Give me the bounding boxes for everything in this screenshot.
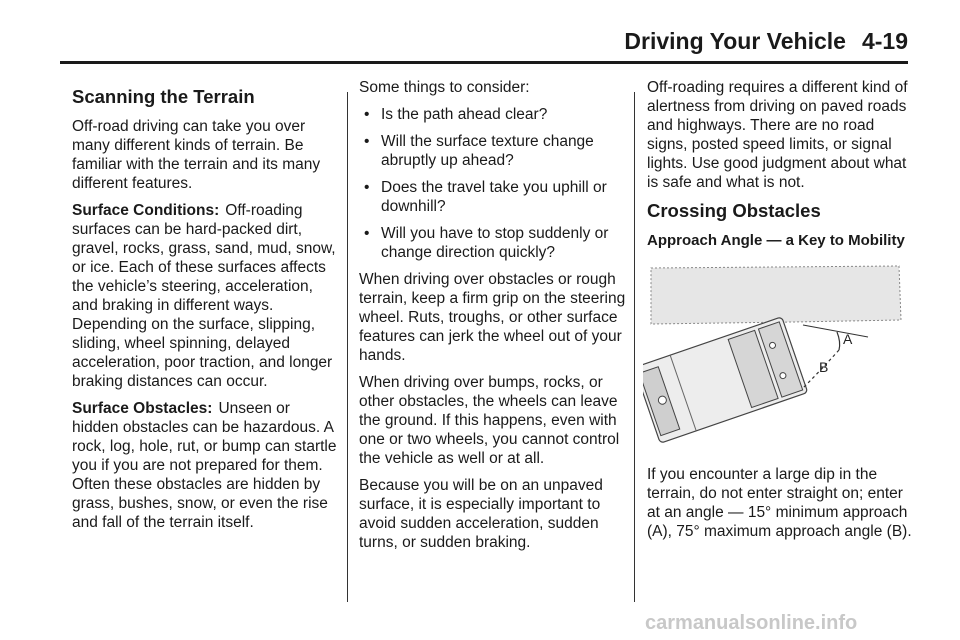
vehicle-top-view [643, 317, 808, 443]
wheels-leave-ground-paragraph: When driving over bumps, rocks, or other obstacles, the wheels can leave the ground. If this happens, even with one or two wheels, you cannot control the vehicle as well or at all. [359, 374, 620, 467]
surface-conditions-text: Off-roading surfaces can be hard-packed dirt, gravel, rocks, grass, sand, mud, snow, or ice. Each of these surfaces affects the vehicle’s steering, acceleration, and braking in different ways. Depending on the surface, slipping, sliding, wheel spinning, delayed acceleration, poor traction, and longer braking distances can occur. [72, 202, 336, 390]
alertness-paragraph: Off-roading requires a different kind of alertness from driving on paved roads and highways. There are no road signs, posted speed limits, or signal lights. Use good judgment about what is safe and what is not. [647, 79, 908, 191]
column-1 [72, 78, 340, 540]
large-dip-paragraph: If you encounter a large dip in the terrain, do not enter straight on; enter at an angle — 15° minimum approach (A), 75° maximum approach angle (B). [647, 466, 912, 540]
angle-a-label: A [843, 331, 853, 347]
approach-angle-subheading: Approach Angle — a Key to Mobility [647, 232, 905, 249]
column-2 [359, 78, 627, 560]
crossing-obstacles-heading: Crossing Obstacles [647, 200, 821, 221]
column-divider-1 [347, 92, 348, 602]
approach-angle-illustration [643, 262, 905, 452]
list-item: • Will the surface texture change abruptly up ahead? [359, 132, 627, 170]
section-title: Driving Your Vehicle [624, 28, 846, 54]
watermark: carmanualsonline.info [645, 612, 858, 634]
surface-conditions-paragraph [72, 201, 340, 391]
list-item: • Is the path ahead clear? [359, 105, 627, 124]
surface-obstacles-text: Unseen or hidden obstacles can be hazardous. A rock, log, hole, rut, or bump can startle you if you are not prepared for them. Often these obstacles are hidden by grass, bushes, snow, or even the rise and fall of the terrain itself. [72, 400, 337, 531]
angle-a-arc [837, 332, 840, 350]
list-item: • Will you have to stop suddenly or change direction quickly? [359, 224, 627, 262]
surface-conditions-label: Surface Conditions: [72, 202, 220, 219]
angle-a-line [803, 325, 868, 337]
dip-terrain-shape [651, 266, 901, 324]
surface-obstacles-paragraph [72, 399, 340, 532]
consider-list [359, 105, 627, 262]
steering-grip-paragraph: When driving over obstacles or rough terrain, keep a firm grip on the steering wheel. Ruts, troughs, or other surface features can jerk the wheel out of your hands. [359, 271, 626, 364]
surface-obstacles-label: Surface Obstacles: [72, 400, 213, 417]
header-rule [60, 61, 908, 64]
page-header [624, 28, 908, 55]
page-number: 4-19 [861, 28, 908, 54]
angle-b-label: B [819, 359, 829, 375]
unpaved-surface-paragraph: Because you will be on an unpaved surface, it is especially important to avoid sudden acceleration, sudden turns, or sudden braking. [359, 477, 603, 551]
column-3 [647, 78, 915, 549]
column-divider-2 [634, 92, 635, 602]
scanning-terrain-heading: Scanning the Terrain [72, 86, 255, 107]
list-item: • Does the travel take you uphill or downhill? [359, 178, 627, 216]
terrain-intro: Off-road driving can take you over many different kinds of terrain. Be familiar with the terrain and its many different features. [72, 118, 321, 192]
things-to-consider-intro: Some things to consider: [359, 79, 530, 96]
